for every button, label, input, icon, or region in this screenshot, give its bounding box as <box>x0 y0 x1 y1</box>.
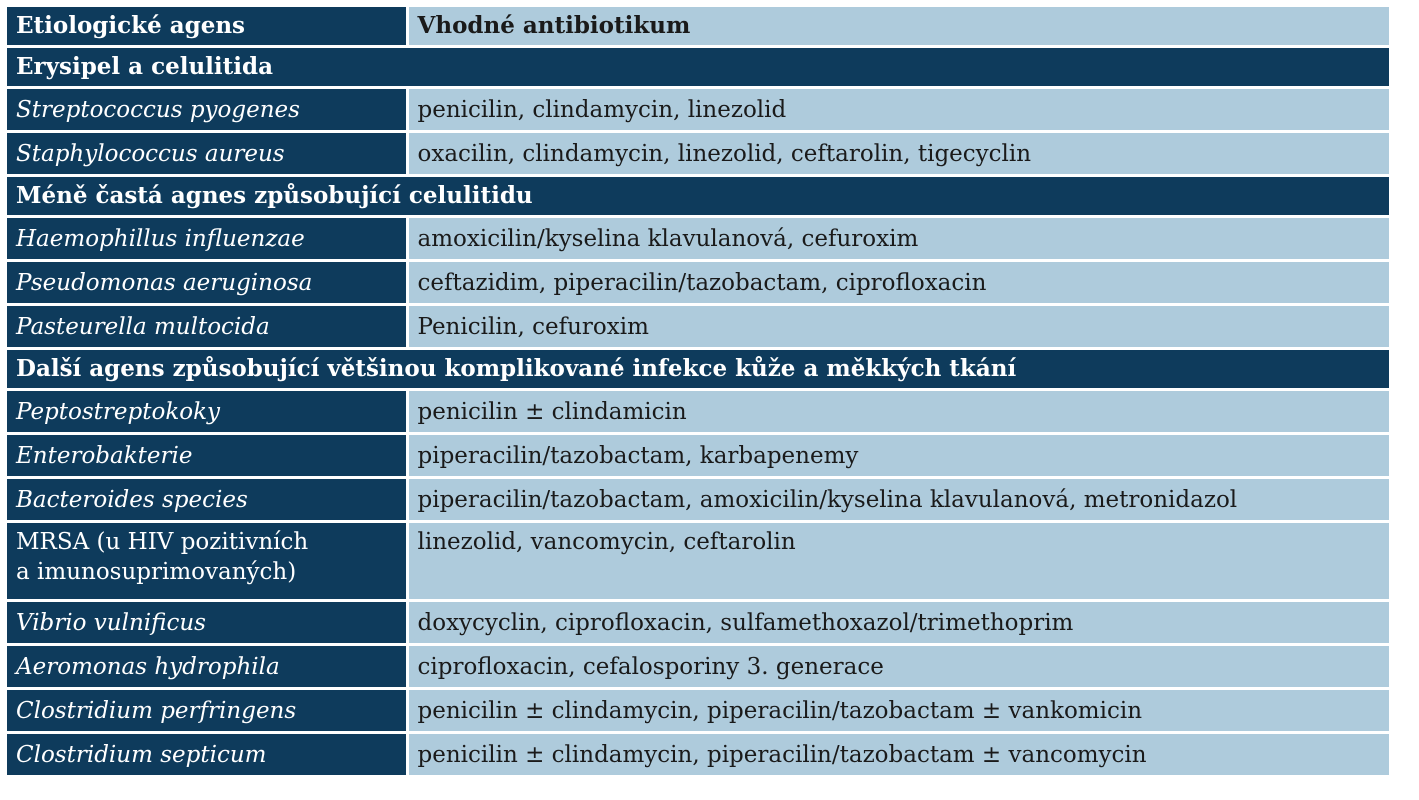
section-row <box>7 176 1389 217</box>
table-row <box>7 261 1389 305</box>
section-title: Další agens způsobující většinou komplikované infekce kůže a měkkých tkání <box>7 349 1389 390</box>
antibiotic-cell: penicilin, clindamycin, linezolid <box>407 88 1389 132</box>
agent-cell: Bacteroides species <box>7 478 407 522</box>
antibiotic-cell: Penicilin, cefuroxim <box>407 305 1389 349</box>
antibiotics-table-container <box>7 7 1389 778</box>
antibiotic-cell: linezolid, vancomycin, ceftarolin <box>407 522 1389 601</box>
antibiotic-cell: oxacilin, clindamycin, linezolid, ceftarolin, tigecyclin <box>407 132 1389 176</box>
antibiotics-table <box>7 7 1389 778</box>
agent-cell: Staphylococcus aureus <box>7 132 407 176</box>
table-row <box>7 478 1389 522</box>
agent-cell: Vibrio vulnificus <box>7 601 407 645</box>
header-antibiotic-cell: Vhodné antibiotikum <box>407 7 1389 47</box>
table-row <box>7 88 1389 132</box>
agent-cell: Pasteurella multocida <box>7 305 407 349</box>
agent-cell: Aeromonas hydrophila <box>7 645 407 689</box>
antibiotic-cell: ciprofloxacin, cefalosporiny 3. generace <box>407 645 1389 689</box>
table-row <box>7 305 1389 349</box>
antibiotic-cell: penicilin ± clindamicin <box>407 390 1389 434</box>
table-row <box>7 689 1389 733</box>
table-row <box>7 390 1389 434</box>
agent-cell <box>7 522 407 601</box>
antibiotic-cell: piperacilin/tazobactam, karbapenemy <box>407 434 1389 478</box>
antibiotic-cell: penicilin ± clindamycin, piperacilin/tazobactam ± vankomicin <box>407 689 1389 733</box>
agent-cell: Streptococcus pyogenes <box>7 88 407 132</box>
table-row <box>7 132 1389 176</box>
table-row <box>7 601 1389 645</box>
section-row <box>7 349 1389 390</box>
table-row <box>7 217 1389 261</box>
table-row <box>7 434 1389 478</box>
header-agent-cell: Etiologické agens <box>7 7 407 47</box>
agent-cell: Haemophillus influenzae <box>7 217 407 261</box>
antibiotic-cell: amoxicilin/kyselina klavulanová, cefuroxim <box>407 217 1389 261</box>
agent-cell: Enterobakterie <box>7 434 407 478</box>
section-title: Erysipel a celulitida <box>7 47 1389 88</box>
agent-cell-line1: MRSA (u HIV pozitivních <box>16 529 309 555</box>
table-row <box>7 733 1389 777</box>
antibiotic-cell: penicilin ± clindamycin, piperacilin/tazobactam ± vancomycin <box>407 733 1389 777</box>
antibiotic-cell: ceftazidim, piperacilin/tazobactam, ciprofloxacin <box>407 261 1389 305</box>
antibiotic-cell: doxycyclin, ciprofloxacin, sulfamethoxazol/trimethoprim <box>407 601 1389 645</box>
antibiotic-cell: piperacilin/tazobactam, amoxicilin/kyselina klavulanová, metronidazol <box>407 478 1389 522</box>
agent-cell: Peptostreptokoky <box>7 390 407 434</box>
section-row <box>7 47 1389 88</box>
agent-cell-line2: a imunosuprimovaných) <box>16 559 297 585</box>
table-row <box>7 522 1389 601</box>
table-header-row <box>7 7 1389 47</box>
agent-cell: Clostridium septicum <box>7 733 407 777</box>
section-title: Méně častá agnes způsobující celulitidu <box>7 176 1389 217</box>
agent-cell: Clostridium perfringens <box>7 689 407 733</box>
table-row <box>7 645 1389 689</box>
agent-cell: Pseudomonas aeruginosa <box>7 261 407 305</box>
